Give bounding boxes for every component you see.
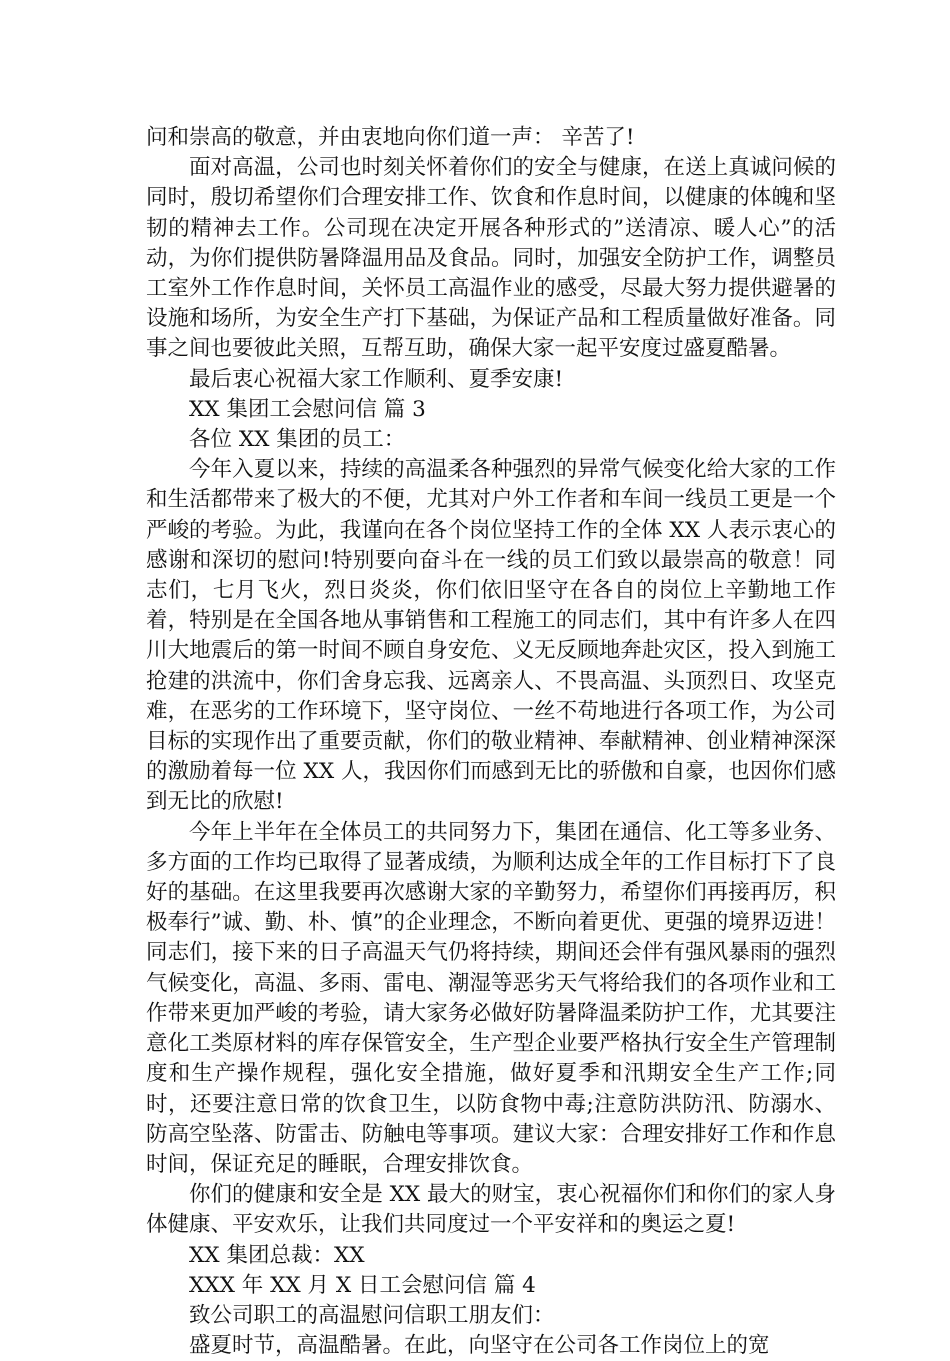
section-heading-letter-4: XXX 年 XX 月 X 日工会慰问信 篇 4 — [189, 1272, 536, 1298]
signature-president: XX 集团总裁：XX — [189, 1242, 365, 1268]
paragraph-half-year-review: 今年上半年在全体员工的共同努力下，集团在通信、化工等多业务、多方面的工作均已取得了显著成绩，为顺利达成全年的工作目标打下了良好的基础。在这里我要再次感谢大家的辛勤努力，希望你们再接再厉，积极奉行”诚、勤、朴、慎”的企业理念，不断向着更优、更强的境界迈进！同志们，接下来的日子高温天气仍将持续，期间还会伴有强风暴雨的强烈气候变化，高温、多雨、雷电、潮湿等恶劣天气将给我们的各项作业和工作带来更加严峻的考验，请大家务必做好防暑降温柔防护工作，尤其要注意化工类原材料的库存保管安全，生产型企业要严格执行安全生产管理制度和生产操作规程，强化安全措施，做好夏季和汛期安全生产工作;同时，还要注意日常的饮食卫生，以防食物中毒;注意防洪防汛、防溺水、防高空坠落、防雷击、防触电等事项。建议大家：合理安排好工作和作息时间，保证充足的睡眠，合理安排饮食。 — [146, 819, 836, 1177]
paragraph-continuation: 问和崇高的敬意，并由衷地向你们道一声： 辛苦了! — [146, 125, 635, 150]
paragraph-letter-4-opening: 盛夏时节，高温酷暑。在此，向坚守在公司各工作岗位上的宽 — [189, 1333, 770, 1359]
paragraph-care-notice: 面对高温，公司也时刻关怀着你们的安全与健康，在送上真诚问候的同时，殷切希望你们合理安排工作、饮食和作息时间，以健康的体魄和坚韧的精神去工作。公司现在决定开展各种形式的”送清凉、暖人心”的活动，为你们提供防暑降温用品及食品。同时，加强安全防护工作，调整员工室外工作作息时间，关怀员工高温作业的感受，尽最大努力提供避暑的设施和场所，为安全生产打下基础，为保证产品和工程质量做好准备。同事之间也要彼此关照，互帮互助，确保大家一起平安度过盛夏酷暑。 — [146, 155, 836, 362]
salutation-letter-4: 致公司职工的高温慰问信职工朋友们： — [189, 1302, 555, 1328]
paragraph-health-wish: 你们的健康和安全是 XX 最大的财宝，衷心祝福你们和你们的家人身体健康、平安欢乐，让我们共同度过一个平安祥和的奥运之夏! — [146, 1182, 836, 1238]
paragraph-closing-wish: 最后衷心祝福大家工作顺利、夏季安康! — [189, 366, 564, 392]
document-body — [146, 123, 836, 1361]
salutation-letter-3: 各位 XX 集团的员工： — [189, 427, 406, 453]
paragraph-summer-thanks: 今年入夏以来，持续的高温柔各种强烈的异常气候变化给大家的工作和生活都带来了极大的不便，尤其对户外工作者和车间一线员工更是一个严峻的考验。为此，我谨向在各个岗位坚持工作的全体 XX 人表示衷心的感谢和深切的慰问!特别要向奋斗在一线的员工们致以最崇高的敬意！同志们，七月飞火，烈日炎炎，你们依旧坚守在各自的岗位上辛勤地工作着，特别是在全国各地从事销售和工程施工的同志们，其中有许多人在四川大地震后的第一时间不顾自身安危、义无反顾地奔赴灾区，投入到施工抢建的洪流中，你们舍身忘我、远离亲人、不畏高温、头顶烈日、攻坚克难，在恶劣的工作环境下，坚守岗位、一丝不苟地进行各项工作，为公司目标的实现作出了重要贡献，你们的敬业精神、奉献精神、创业精神深深的激励着每一位 XX 人，我因你们而感到无比的骄傲和自豪，也因你们感到无比的欣慰! — [146, 457, 836, 815]
section-heading-letter-3: XX 集团工会慰问信 篇 3 — [189, 396, 426, 422]
